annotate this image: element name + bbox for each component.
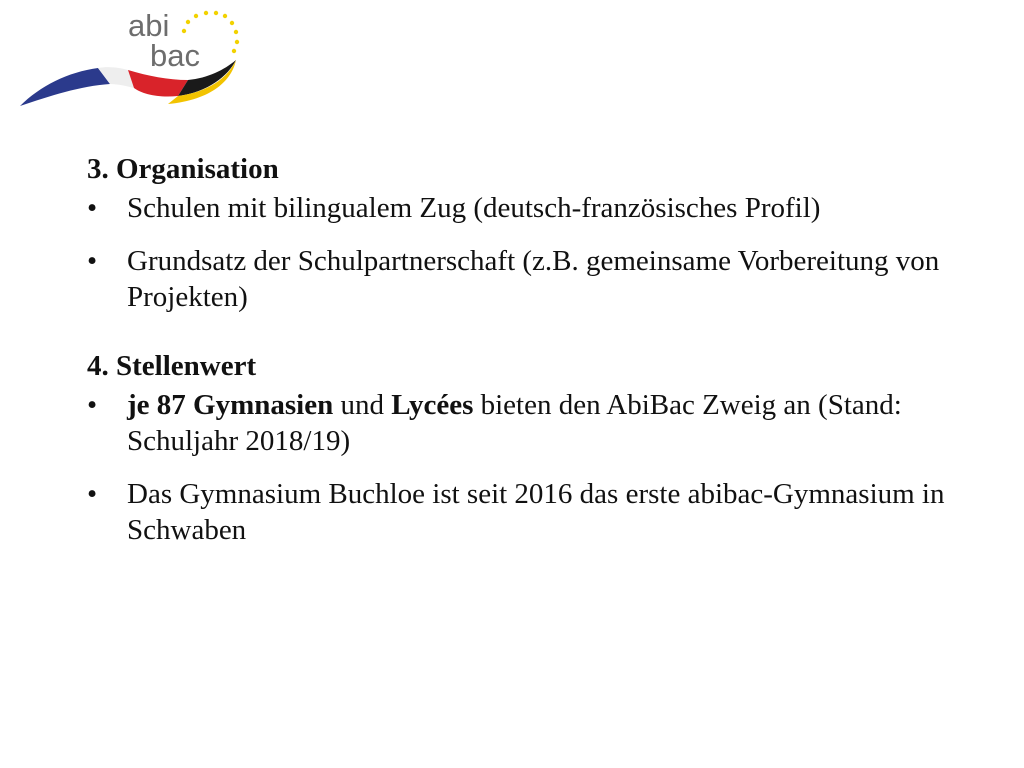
bullet-marker: • <box>87 478 98 510</box>
bullet-bold-gymnasien: je 87 Gymnasien <box>127 389 334 421</box>
bullet-text: Schulen mit bilingualem Zug (deutsch-französisches Profil) <box>127 192 821 224</box>
logo-text-abi: abi <box>128 8 170 43</box>
abibac-logo <box>18 4 248 114</box>
logo-swoosh-blue <box>20 68 110 106</box>
bullet-text: Das Gymnasium Buchloe ist seit 2016 das erste abibac-Gymnasium in Schwaben <box>127 478 945 546</box>
bullet-item <box>87 387 967 459</box>
section-organisation <box>87 150 967 315</box>
slide-content <box>87 150 967 580</box>
bullet-marker: • <box>87 389 98 421</box>
logo-swoosh-red <box>128 70 188 97</box>
bullet-item <box>87 243 967 315</box>
section-heading-organisation: 3. Organisation <box>87 153 279 185</box>
section-heading-stellenwert: 4. Stellenwert <box>87 350 257 382</box>
bullet-marker: • <box>87 245 98 277</box>
bullet-text: bieten den AbiBac Zweig an (Stand: Schuljahr 2018/19) <box>127 389 902 457</box>
bullet-bold-lycees: Lycées <box>391 389 474 421</box>
bullet-item <box>87 476 967 548</box>
bullet-text: Grundsatz der Schulpartnerschaft (z.B. gemeinsame Vorbereitung von Projekten) <box>127 245 940 313</box>
logo-text-bac: bac <box>150 38 200 73</box>
bullet-list-organisation <box>87 190 967 315</box>
section-stellenwert <box>87 347 967 548</box>
bullet-text-connector: und <box>333 389 392 421</box>
bullet-item <box>87 190 967 226</box>
bullet-list-stellenwert <box>87 387 967 548</box>
bullet-marker: • <box>87 192 98 224</box>
